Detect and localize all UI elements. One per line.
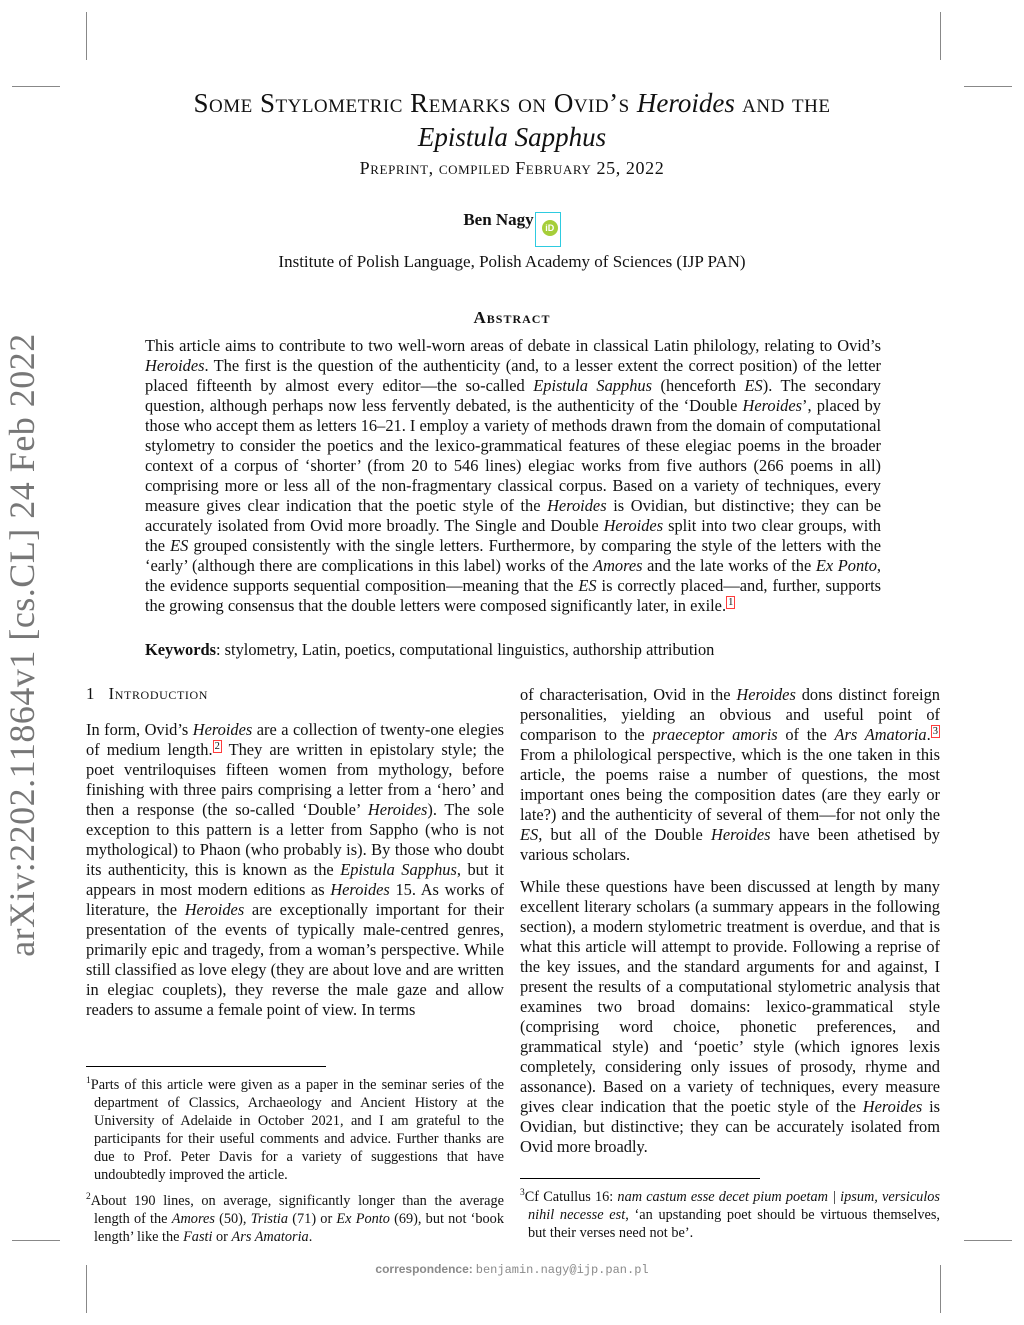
intro-paragraph-1-continued: of characterisation, Ovid in the Heroides dons distinct foreign personalities, yielding an obvious and useful point of comparison to the praeceptor amoris of the Ars Amatoria. $^3$ From a philological perspective, which is the one taken in this article, the poems raise a number of questions, the most important ones being the composition dates (are they early or late?) and the authenticity of several of them—for not only the ES, but all of the Double Heroides have been athetised by various scholars.: [520, 685, 940, 864]
author-line: [110, 210, 914, 247]
orcid-link[interactable]: [535, 212, 561, 247]
affiliation: Institute of Polish Language, Polish Academy of Sciences (IJP PAN): [278, 252, 746, 271]
crop-mark: [964, 1240, 1012, 1241]
footnote-1: $^1$Parts of this article were given as a paper in the seminar series of the department of Classics, Archaeology and Ancient History at the University of Adelaide in October 2021, and I am grateful to the participants for their useful comments and advice. Further thanks are due to Prof. Peter Davis for a variety of suggestions that have undoubtedly improved the article.: [86, 1076, 504, 1183]
section-heading-introduction: 1 Introduction: [86, 684, 209, 703]
correspondence: [110, 1262, 914, 1277]
footnote-3: $^3$Cf Catullus 16: nam castum esse decet pium poetam | ipsum, versiculos nihil necesse est, ‘an upstanding poet should be virtuous themselves, but their verses need not be’.: [520, 1188, 941, 1241]
footnote-divider: [86, 1066, 326, 1067]
footnote-divider: [520, 1178, 760, 1179]
footnotes-left: [86, 1072, 504, 1250]
footnote-link-1[interactable]: 1: [728, 596, 734, 608]
crop-mark: [940, 1265, 941, 1313]
crop-mark: [940, 12, 941, 60]
intro-paragraph-1: In form, Ovid’s Heroides are a collection of twenty-one elegies of medium length. $^2$ They are written in epistolary style; the poet ventriloquises fifteen women from mythology, before finishing with three pairs comprising a letter from a ‘hero’ and then a response (the so-called ‘Double’ Heroides). The sole exception to this pattern is a letter from Sappho (who is not mythological) to Phaon (who probably is). By those who doubt its authenticity, this is known as the Epistula Sapphus, but it appears in most modern editions as Heroides 15. As works of literature, the Heroides are exceptionally important for their presentation of the events of typically male-centred genres, primarily epic and tragedy, from a woman’s perspective. While still classified as love elegy (they are about love and are written in elegiac couplets), they reverse the male gaze and allow readers to assume a female point of view. In terms: [86, 720, 505, 1019]
crop-mark: [964, 86, 1012, 87]
left-column: [86, 684, 504, 1032]
correspondence-label: correspondence:: [375, 1262, 473, 1276]
keywords: [145, 640, 881, 660]
keywords-label: Keywords: [145, 640, 217, 659]
crop-mark: [12, 1240, 60, 1241]
arxiv-id: arXiv:2202.11864v1 [cs.CL] 24 Feb 2022: [2, 333, 42, 957]
abstract-body: This article aims to contribute to two well-worn areas of debate in classical Latin philology, relating to Ovid’s Heroides. The first is the question of the authenticity (and, to a lesser extent the correct position) of the letter placed fifteenth by almost every editor—the so-called Epistula Sapphus (henceforth ES). The secondary question, although perhaps now less fervently debated, is the authenticity of the ‘Double Heroides’, placed by those who accept them as letters 16–21. I employ a variety of methods drawn from the domain of computational stylometry to consider the poetics and the lexico-grammatical features of these elegiac poems in the broader context of a corpus of ‘shorter’ (from 20 to 546 lines) elegiac works from five authors (266 poems in all) comprising more or less all of the non-fragmentary classical corpus. Based on a variety of techniques, every measure gives clear indication that the poetic style of the Heroides is Ovidian, but distinctive; they can be accurately isolated from Ovid more broadly. The Single and Double Heroides split into two clear groups, with the ES grouped consistently with the single letters. Furthermore, by comparing the style of the letters with the ‘early’ (although there are complications in this label) works of the Amores and the late works of the Ex Ponto, the evidence supports sequential composition—meaning that the ES is correctly placed—and, further, supports the growing consensus that the double letters were composed significantly later, in exile. $^1$: [145, 336, 882, 615]
footnote-link-3[interactable]: 3: [932, 725, 938, 737]
abstract-heading: Abstract: [473, 308, 551, 327]
orcid-icon: iD: [542, 220, 558, 236]
crop-mark: [12, 86, 60, 87]
footnote-2: $^2$About 190 lines, on average, significantly longer than the average length of the Amores (50), Tristia (71) or Ex Ponto (69), but not ‘book length’ like the Fasti or Ars Amatoria.: [86, 1191, 504, 1245]
right-column: [520, 685, 940, 1169]
keywords-list: : stylometry, Latin, poetics, computational linguistics, authorship attribution: [216, 640, 715, 659]
preprint-date: Preprint, compiled February 25, 2022: [359, 158, 665, 178]
footnotes-right: [520, 1184, 940, 1246]
intro-paragraph-2: While these questions have been discussed at length by many excellent literary scholars (a summary appears in the following section), a modern stylometric treatment is overdue, and that is what this article will attempt to provide. Following a reprise of the key issues, and the standard arguments for and against, I present the results of a computational stylometric analysis that examines two broad domains: lexico-grammatical style (comprising word choice, phonetic preferences, and grammatical style) and ‘poetic’ style (which ignores lexis completely, considering only issues of prosody, rhyme and assonance). Based on a variety of techniques, every measure gives clear indication that the poetic style of the Heroides is Ovidian, but distinctive; they can be accurately isolated from Ovid more broadly.: [520, 877, 940, 1156]
title-line-2: Epistula Sapphus: [417, 122, 607, 152]
crop-mark: [86, 1265, 87, 1313]
author-name: Ben Nagy: [463, 210, 534, 229]
correspondence-email[interactable]: benjamin.nagy@ijp.pan.pl: [475, 1263, 649, 1277]
paper-title: Some Stylometric Remarks on Ovid’s Heroides and the Epistula Sapphus: [193, 88, 831, 152]
crop-mark: [86, 12, 87, 60]
footnote-link-2[interactable]: 2: [214, 740, 220, 752]
